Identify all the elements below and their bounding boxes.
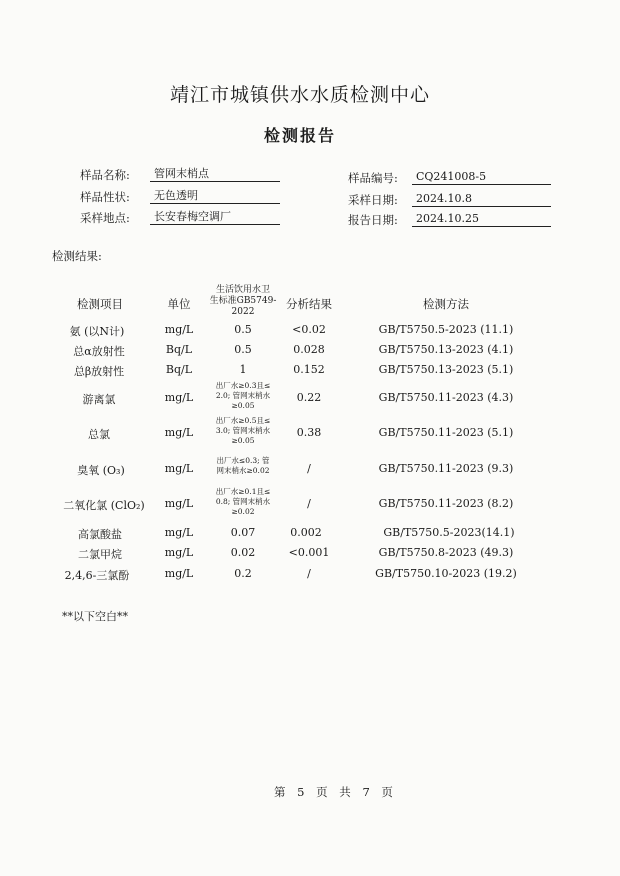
sample-state-value: 无色透明 [150,188,280,204]
table-row-unit: Bq/L [165,343,193,356]
table-row-result: 0.38 [296,426,322,439]
standard-line: ≥0.05 [231,436,255,445]
sampling-date-value: 2024.10.8 [412,191,551,207]
table-row-item: 总氯 [88,428,110,441]
standard-line: 出厂水≤0.3; 管 [216,456,270,465]
table-row-result: <0.02 [292,323,326,336]
standard-line: 0.8; 管网末梢水 [215,497,271,506]
table-row-standard [216,456,269,476]
header-method: 检测方法 [423,297,469,311]
table-row-result: 0.22 [296,391,322,404]
sample-no-label: 样品编号: [348,171,398,185]
table-row-item: 总α放射性 [73,345,125,358]
table-row-method: GB/T5750.11-2023 (4.3) [378,391,514,404]
table-row-standard [216,487,271,517]
table-row-method: GB/T5750.11-2023 (5.1) [378,426,514,439]
table-row-standard [216,381,271,411]
sampling-site-value: 长安春梅空调厂 [150,209,280,225]
results-label: 检测结果: [52,249,102,263]
standard-line: 出厂水≥0.1且≤ [215,487,271,496]
table-row-result: <0.001 [288,546,330,559]
header-standard-line: 2022 [231,307,255,317]
table-row-standard: 0.5 [234,343,252,356]
sample-name-label: 样品名称: [80,168,130,182]
report-date-value: 2024.10.25 [412,211,551,227]
table-row-item: 高氯酸盐 [78,528,122,541]
standard-line: 2.0; 管网末梢水 [215,391,271,400]
table-row-item: 臭氧 (O₃) [77,464,125,477]
blank-below-note: **以下空白** [62,610,128,623]
header-item: 检测项目 [77,297,123,311]
table-row-item: 2,4,6-三氯酚 [64,569,130,582]
table-row-method: GB/T5750.13-2023 (4.1) [378,343,514,356]
table-row-item: 游离氯 [82,393,116,406]
standard-line: 出厂水≥0.3且≤ [215,381,271,390]
report-date-label: 报告日期: [348,213,398,227]
table-row-item: 二氧化氯 (ClO₂) [63,499,145,512]
table-row-unit: mg/L [164,426,194,439]
table-row-item: 总β放射性 [73,365,125,378]
table-row-standard: 0.2 [234,567,252,580]
table-row-method: GB/T5750.5-2023(14.1) [383,526,515,539]
table-row-result: 0.002 [290,526,322,539]
table-row-method: GB/T5750.10-2023 (19.2) [375,567,517,580]
header-standard-line: 生活饮用水卫 [215,285,270,295]
table-row-standard: 0.07 [230,526,256,539]
table-row-standard: 0.5 [234,323,252,336]
table-row-result: / [307,462,311,475]
table-row-method: GB/T5750.11-2023 (8.2) [378,497,514,510]
standard-line: 出厂水≥0.5且≤ [215,416,271,425]
page-number: 第 5 页 共 7 页 [274,785,393,799]
table-row-result: 0.028 [293,343,325,356]
table-row-result: 0.152 [293,363,325,376]
report-title: 检测报告 [263,126,337,145]
table-row-method: GB/T5750.5-2023 (11.1) [378,323,514,336]
table-row-method: GB/T5750.8-2023 (49.3) [378,546,514,559]
header-standard-line: 生标准GB5749- [209,296,277,306]
header-standard [210,285,277,318]
table-row-unit: mg/L [164,567,194,580]
table-row-unit: mg/L [164,546,194,559]
table-row-method: GB/T5750.11-2023 (9.3) [378,462,514,475]
table-row-item: 氨 (以N计) [69,325,125,338]
sample-no-value: CQ241008-5 [412,169,551,185]
organization-name: 靖江市城镇供水水质检测中心 [169,84,431,106]
sampling-site-label: 采样地点: [80,211,130,225]
table-row-unit: mg/L [164,462,194,475]
standard-line: ≥0.02 [231,507,255,516]
table-row-result: / [307,497,311,510]
standard-line: ≥0.05 [231,401,255,410]
sample-state-label: 样品性状: [80,190,130,204]
table-row-result: / [307,567,311,580]
sample-name-value: 管网末梢点 [150,166,280,182]
table-row-item: 二氯甲烷 [78,548,122,561]
table-row-standard: 0.02 [230,546,256,559]
header-unit: 单位 [167,297,191,311]
table-row-standard: 1 [239,363,247,376]
table-row-standard [216,416,271,446]
header-result: 分析结果 [286,297,332,311]
table-row-unit: mg/L [164,526,194,539]
table-row-unit: mg/L [164,391,194,404]
table-row-method: GB/T5750.13-2023 (5.1) [378,363,514,376]
standard-line: 网末梢水≥0.02 [216,466,270,475]
table-row-unit: mg/L [164,323,194,336]
sampling-date-label: 采样日期: [348,193,398,207]
table-row-unit: mg/L [164,497,194,510]
standard-line: 3.0; 管网末梢水 [215,426,271,435]
table-row-unit: Bq/L [165,363,193,376]
